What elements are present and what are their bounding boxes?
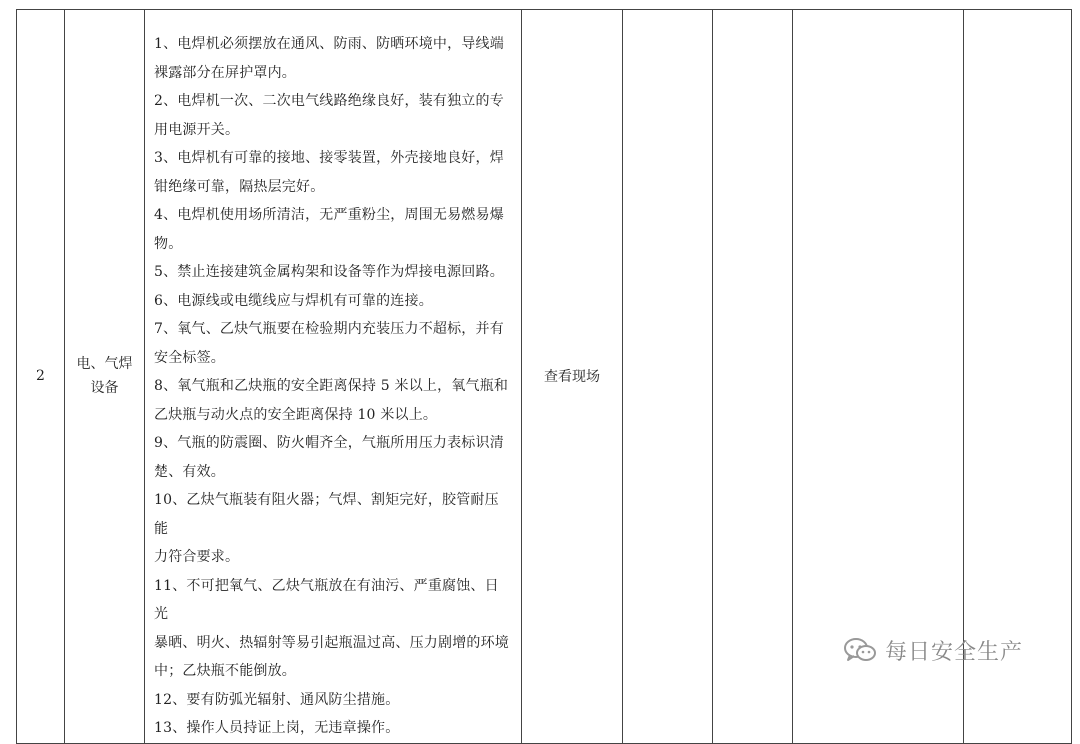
- item-line: 4、电焊机使用场所清洁，无严重粉尘，周围无易燃易爆: [154, 207, 504, 223]
- item-line: 12、要有防弧光辐射、通风防尘措施。: [154, 691, 400, 708]
- blank-cell: [793, 10, 964, 744]
- item-line: 9、气瓶的防震圈、防火帽齐全，气瓶所用压力表标识清: [154, 435, 504, 451]
- item-line: 13、操作人员持证上岗，无违章操作。: [154, 720, 400, 736]
- item-line: 中；乙炔瓶不能倒放。: [154, 663, 296, 679]
- item-line: 8、氧气瓶和乙炔瓶的安全距离保持 5 米以上，氧气瓶和: [154, 378, 509, 394]
- inspection-items-cell: [145, 10, 522, 744]
- blank-cell: [623, 10, 713, 744]
- category-label-line1: 电、气焊: [76, 356, 133, 373]
- category-cell: [65, 10, 145, 744]
- item-line: 6、电源线或电缆线应与焊机有可靠的连接。: [154, 292, 433, 309]
- item-line: 裸露部分在屏护罩内。: [154, 64, 296, 81]
- item-line: 10、乙炔气瓶装有阻火器；气焊、割矩完好，胶管耐压能: [154, 492, 499, 537]
- item-line: 暴晒、明火、热辐射等易引起瓶温过高、压力剧增的环境: [154, 634, 509, 651]
- item-line: 力符合要求。: [154, 549, 240, 565]
- inspection-table: [16, 9, 1072, 744]
- watermark-text: 每日安全生产: [885, 639, 1024, 665]
- item-line: 2、电焊机一次、二次电气线路绝缘良好，装有独立的专: [154, 93, 504, 109]
- item-line: 11、不可把氧气、乙炔气瓶放在有油污、严重腐蚀、日光: [154, 577, 499, 622]
- wechat-icon: [843, 637, 877, 663]
- item-line: 钳绝缘可靠，隔热层完好。: [154, 178, 325, 195]
- table-row: [17, 10, 1072, 744]
- blank-cell: [713, 10, 793, 744]
- check-method-cell: 查看现场: [522, 10, 623, 744]
- category-label-line2: 设备: [90, 380, 119, 397]
- blank-cell: [964, 10, 1072, 744]
- item-line: 5、禁止连接建筑金属构架和设备等作为焊接电源回路。: [154, 264, 504, 280]
- item-line: 乙炔瓶与动火点的安全距离保持 10 米以上。: [154, 406, 438, 423]
- item-line: 安全标签。: [154, 349, 225, 366]
- item-line: 3、电焊机有可靠的接地、接零装置，外壳接地良好，焊: [154, 150, 504, 166]
- watermark: [843, 636, 1023, 664]
- item-line: 楚、有效。: [154, 463, 225, 480]
- item-line: 1、电焊机必须摆放在通风、防雨、防晒环境中，导线端: [154, 36, 504, 52]
- row-number: 2: [17, 10, 65, 744]
- item-line: 7、氧气、乙炔气瓶要在检验期内充装压力不超标，并有: [154, 321, 504, 337]
- item-line: 物。: [154, 235, 183, 252]
- item-line: 用电源开关。: [154, 121, 240, 138]
